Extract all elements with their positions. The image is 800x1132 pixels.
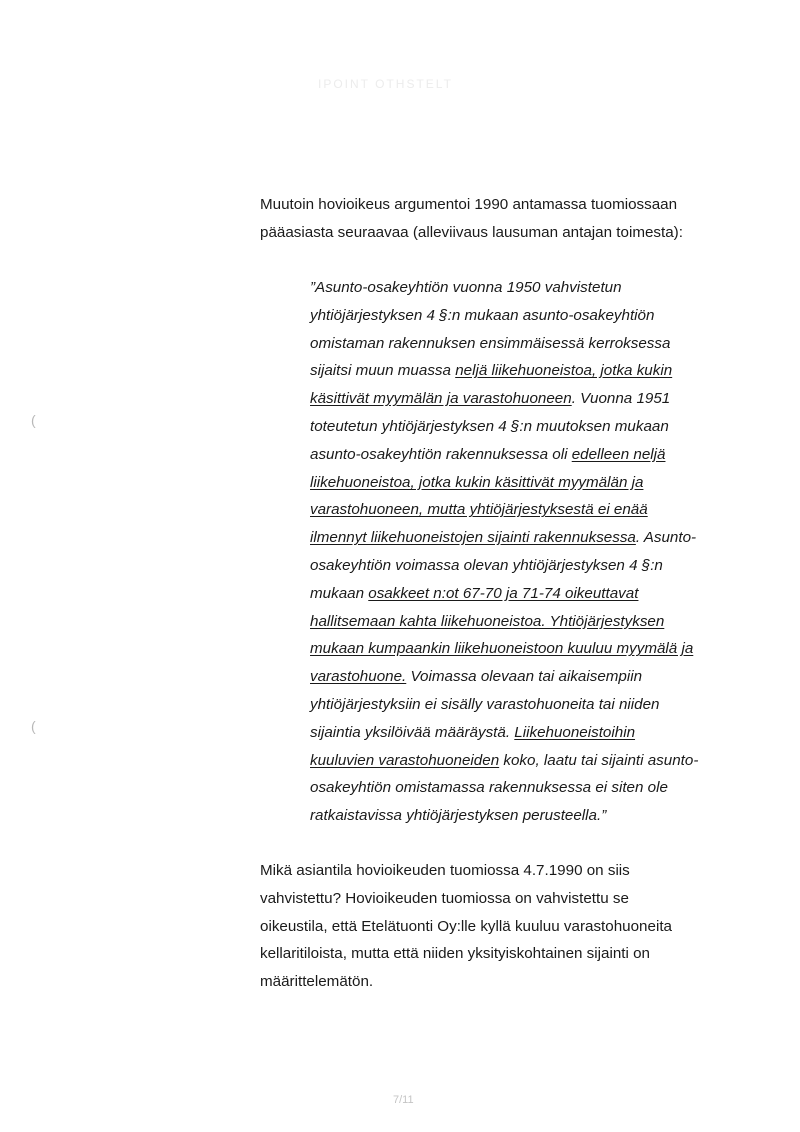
quote-text: . Vuonna 1951 toteutetun yhtiöjärjestyksen 4 §:n muutoksen mukaan asunto-osakeyhtiön rakennuksessa oli — [310, 390, 671, 463]
faint-page-header: IPOINT OTHSTELT — [318, 77, 453, 91]
closing-paragraph: Mikä asiantila hovioikeuden tuomiossa 4.7.1990 on siis vahvistettu? Hovioikeuden tuomiossa on vahvistettu se oikeustila, että Etelätuonti Oy:lle kyllä kuuluu varastohuoneita kellaritiloista, mutta että niiden yksityiskohtainen sijainti on määrittelemätön. — [260, 862, 672, 991]
court-quote — [310, 274, 702, 830]
margin-mark: ( — [31, 718, 36, 734]
quote-underlined-text: edelleen neljä liikehuoneistoa, jotka kukin käsittivät myymälän ja varastohuoneen, mutta yhtiöjärjestyksestä ei enää ilmennyt liikehuoneistojen sijainti rakennuksessa — [310, 445, 666, 547]
quote-text: Voimassa olevaan tai aikaisempiin yhtiöjärjestyksiin ei sisälly varastohuoneita tai niiden sijaintia yksilöivää määräystä. — [310, 668, 660, 741]
quote-underlined-text: neljä liikehuoneistoa, jotka kukin käsittivät myymälän ja varastohuoneen — [310, 362, 673, 408]
quote-text: ”Asunto-osakeyhtiön vuonna 1950 vahvistetun yhtiöjärjestyksen 4 §:n mukaan asunto-osakeyhtiön omistaman rakennuksen ensimmäisessä kerroksessa sijaitsi muun muassa — [310, 279, 671, 380]
quote-text: . Asunto-osakeyhtiön voimassa olevan yhtiöjärjestyksen 4 §:n mukaan — [310, 529, 697, 602]
quote-text: koko, laatu tai sijainti asunto-osakeyhtiön omistamassa rakennuksessa ei siten ole ratkaistavissa yhtiöjärjestyksen perusteella.” — [310, 751, 699, 825]
margin-mark: ( — [31, 412, 36, 428]
page-number: 7/11 — [393, 1094, 414, 1106]
intro-paragraph: Muutoin hovioikeus argumentoi 1990 antamassa tuomiossaan pääasiasta seuraavaa (alleviivaus lausuman antajan toimesta): — [260, 196, 683, 241]
quote-underlined-text: osakkeet n:ot 67-70 ja 71-74 oikeuttavat hallitsemaan kahta liikehuoneistoa. Yhtiöjärjestyksen mukaan kumpaankin liikehuoneistoon kuuluu myymälä ja varastohuone. — [310, 584, 694, 686]
quote-underlined-text: Liikehuoneistoihin kuuluvien varastohuoneiden — [310, 723, 636, 769]
